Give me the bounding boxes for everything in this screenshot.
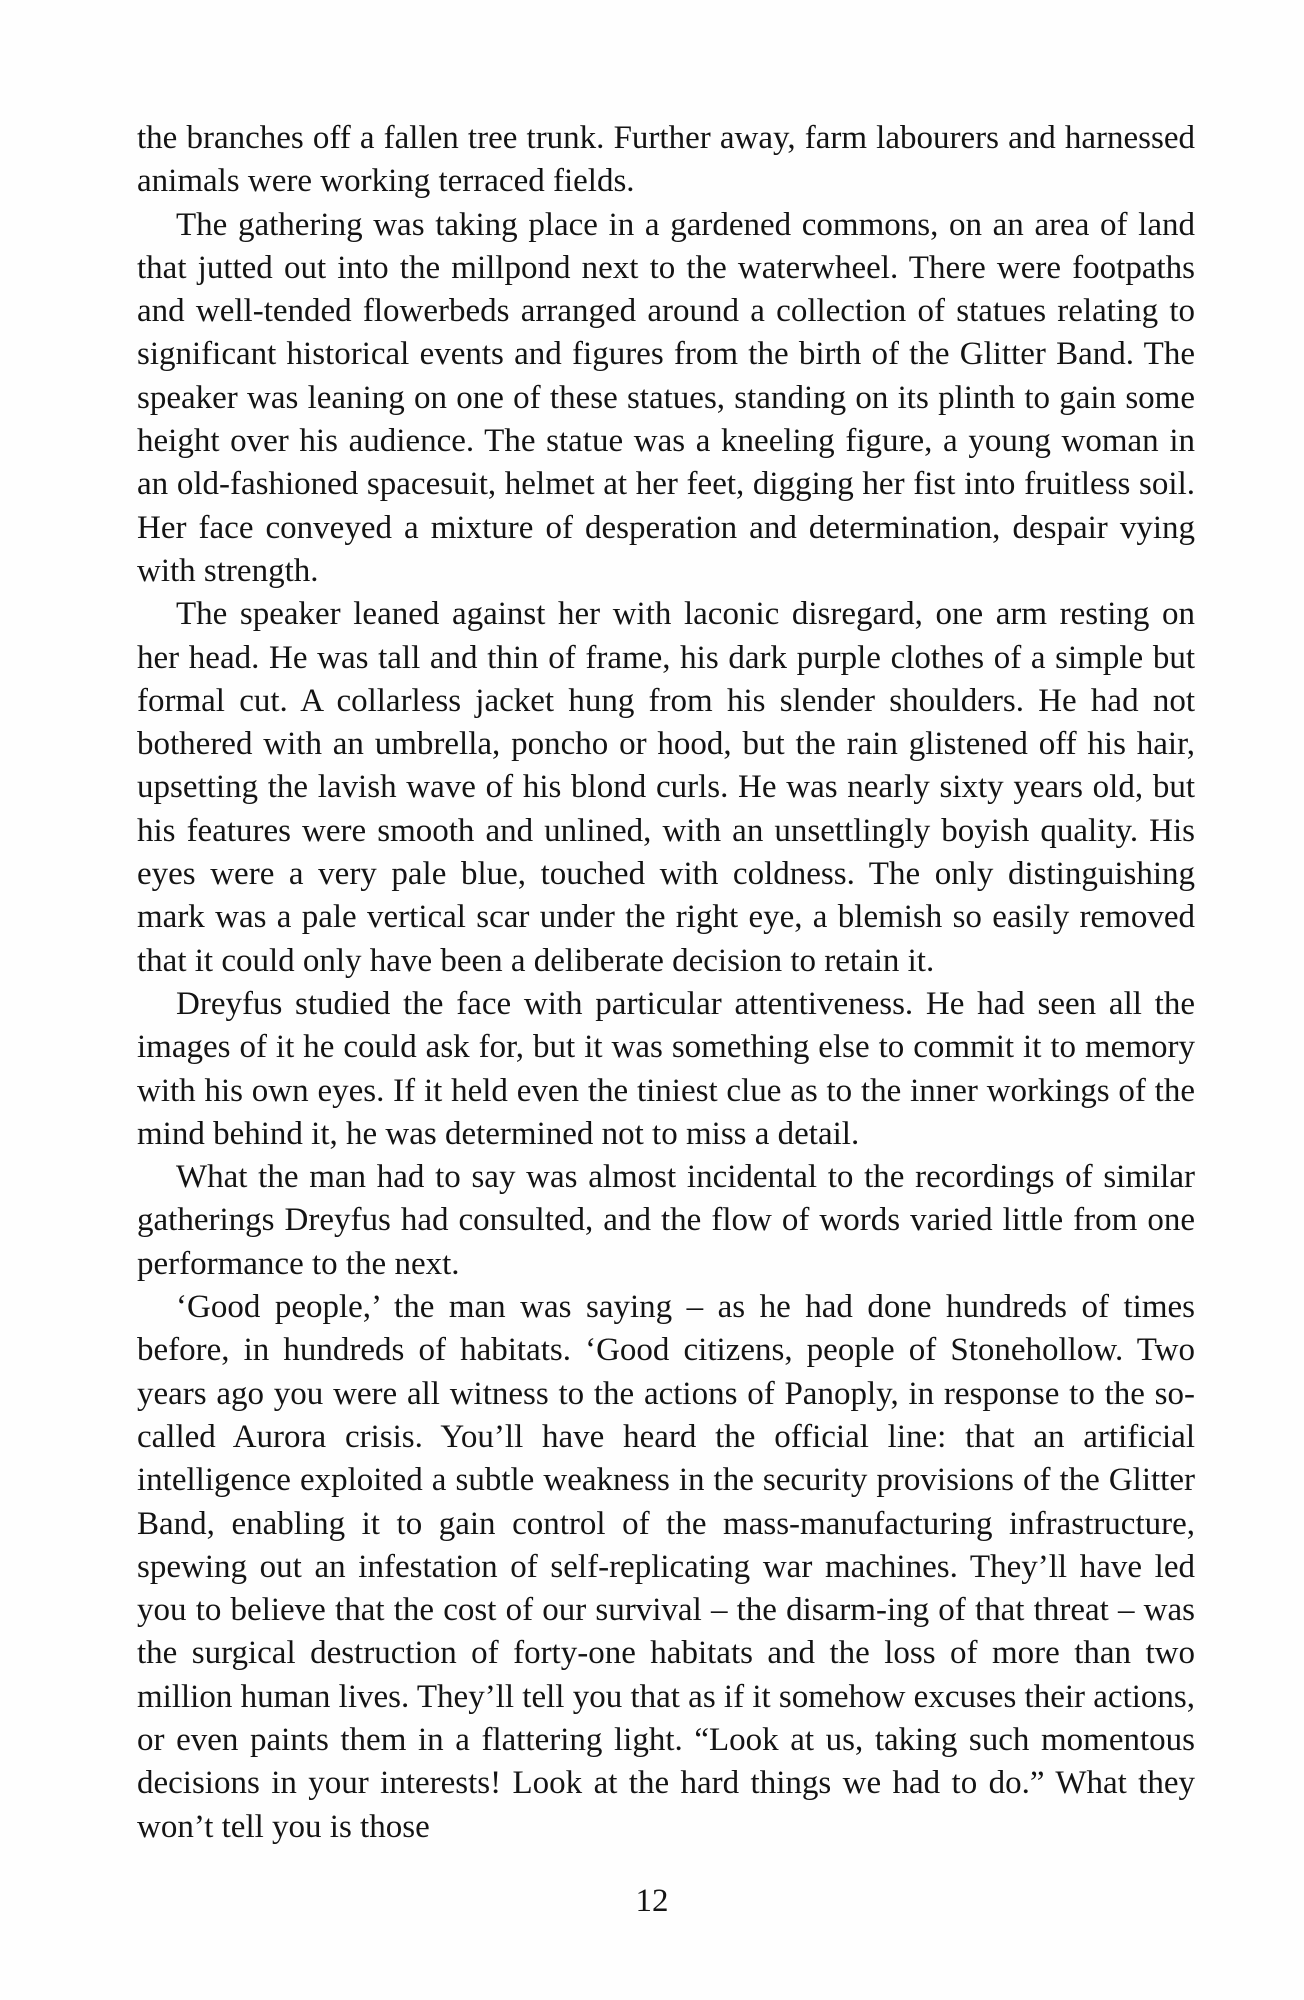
- paragraph-5: What the man had to say was almost incidental to the recordings of similar gatherings Dreyfus had consulted, and the flow of words varied little from one performance to the next.: [137, 1159, 1195, 1282]
- paragraph-2: The gathering was taking place in a gardened commons, on an area of land that jutted out into the millpond next to the waterwheel. There were footpaths and well-tended flowerbeds arranged around a collection of statues relating to significant historical events and figures from the birth of the Glitter Band. The speaker was leaning on one of these statues, standing on its plinth to gain some height over his audience. The statue was a kneeling figure, a young woman in an old-fashioned spacesuit, helmet at her feet, digging her fist into fruitless soil. Her face conveyed a mixture of desperation and determination, despair vying with strength.: [137, 206, 1195, 589]
- body-text: [137, 117, 1195, 1849]
- page-number: 12: [635, 1883, 669, 1919]
- paragraph-1: the branches off a fallen tree trunk. Further away, farm labourers and harnessed animals were working terraced fields.: [137, 120, 1195, 200]
- paragraph-3: The speaker leaned against her with laconic disregard, one arm resting on her head. He was tall and thin of frame, his dark purple clothes of a simple but formal cut. A collarless jacket hung from his slender shoulders. He had not bothered with an umbrella, poncho or hood, but the rain glistened off his hair, upsetting the lavish wave of his blond curls. He was nearly sixty years old, but his features were smooth and unlined, with an unsettlingly boyish quality. His eyes were a very pale blue, touched with coldness. The only distinguishing mark was a pale vertical scar under the right eye, a blemish so easily removed that it could only have been a deliberate decision to retain it.: [137, 596, 1195, 979]
- paragraph-6: ‘Good people,’ the man was saying – as he had done hundreds of times before, in hundreds of habitats. ‘Good citizens, people of Stonehollow. Two years ago you were all witness to the actions of Panoply, in response to the so-called Aurora crisis. You’ll have heard the official line: that an artificial intelligence exploited a subtle weakness in the security provisions of the Glitter Band, enabling it to gain control of the mass-manufacturing infrastructure, spewing out an infestation of self-replicating war machines. They’ll have led you to believe that the cost of our survival – the disarm-ing of that threat – was the surgical destruction of forty-one habitats and the loss of more than two million human lives. They’ll tell you that as if it somehow excuses their actions, or even paints them in a flattering light. “Look at us, taking such momentous decisions in your interests! Look at the hard things we had to do.” What they won’t tell you is those: [137, 1289, 1195, 1845]
- paragraph-4: Dreyfus studied the face with particular attentiveness. He had seen all the images of it he could ask for, but it was something else to commit it to memory with his own eyes. If it held even the tiniest clue as to the inner workings of the mind behind it, he was determined not to miss a detail.: [137, 985, 1195, 1152]
